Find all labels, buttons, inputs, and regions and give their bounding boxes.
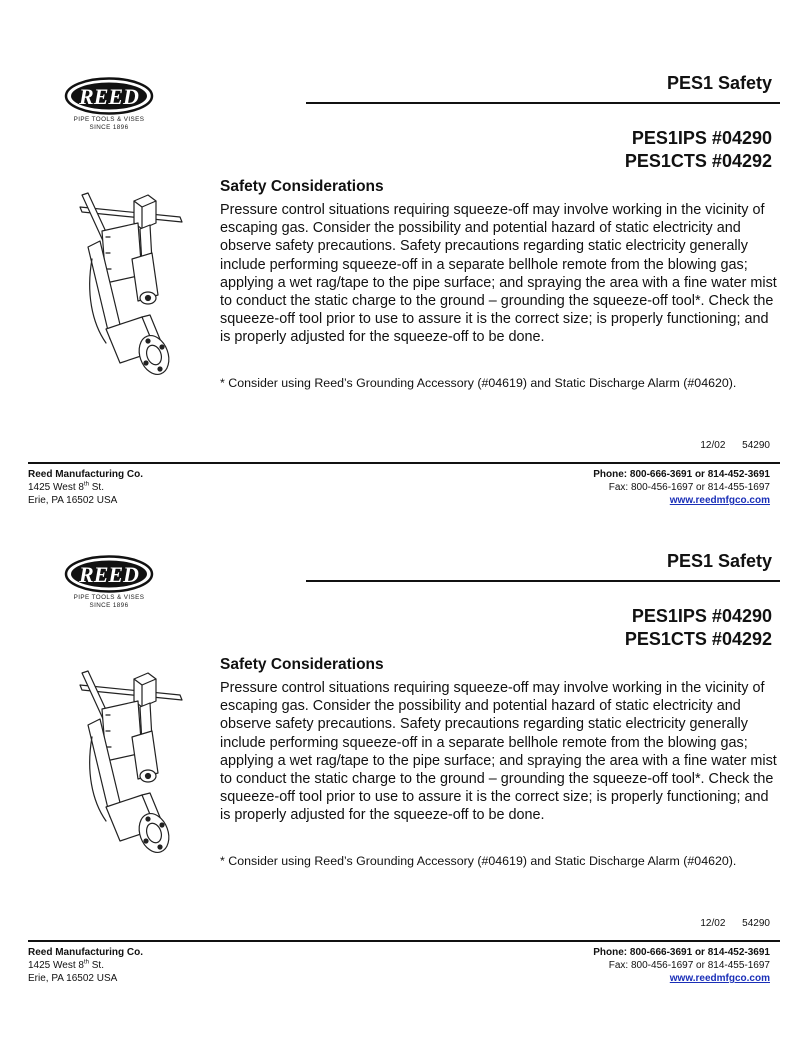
logo-wordmark: REED (79, 84, 139, 109)
address-street-number: 1425 West 8 (28, 482, 84, 493)
safety-sheet-2 (0, 478, 808, 984)
address-city: Erie, PA 16502 USA (28, 495, 118, 506)
phone-number: Phone: 800-666-3691 or 814-452-3691 (593, 947, 770, 958)
website-link[interactable]: www.reedmfgco.com (669, 495, 770, 506)
fax-number: Fax: 800-456-1697 or 814-455-1697 (608, 960, 770, 971)
model-number-cts: PES1CTS #04292 (624, 629, 772, 649)
model-number-ips: PES1IPS #04290 (631, 128, 772, 148)
logo-tagline: PIPE TOOLS & VISES (73, 116, 145, 123)
safety-body-text: Pressure control situations requiring squeeze-off may involve working in the vicinity of escaping gas. Consider the possibility and potential hazard of static electricity and observe safety precautions. Safety precautions regarding static electricity generally include performing squeeze-off in a separate bellhole remote from the blowing gas; applying a wet rag/tape to the pipe surface; and spraying the area with a fine water mist to conduct the static charge to the ground – grounding the squeeze-off tool*. Check the squeeze-off tool prior to use to assure it is the correct size; is properly functioning; and is properly adjusted for the squeeze-off to be done. (220, 202, 777, 346)
phone-number: Phone: 800-666-3691 or 814-452-3691 (593, 469, 770, 480)
accessory-footnote: * Consider using Reed’s Grounding Accessory (#04619) and Static Discharge Alarm (#04620). (220, 376, 737, 390)
address-ordinal: th (83, 959, 89, 966)
reed-logo-icon (64, 554, 154, 594)
reed-logo (64, 76, 154, 138)
fax-number: Fax: 800-456-1697 or 814-455-1697 (608, 482, 770, 493)
safety-body-text: Pressure control situations requiring squeeze-off may involve working in the vicinity of escaping gas. Consider the possibility and potential hazard of static electricity and observe safety precautions. Safety precautions regarding static electricity generally include performing squeeze-off in a separate bellhole remote from the blowing gas; applying a wet rag/tape to the pipe surface; and spraying the area with a fine water mist to conduct the static charge to the ground – grounding the squeeze-off tool*. Check the squeeze-off tool prior to use to assure it is the correct size; is properly functioning; and is properly adjusted for the squeeze-off to be done. (220, 680, 777, 824)
company-name: Reed Manufacturing Co. (28, 947, 144, 958)
document-code: 12/02 54290 (700, 440, 770, 451)
page-heading: PES1 Safety (666, 551, 772, 571)
reed-logo (64, 554, 154, 616)
address-street-suffix: St. (88, 960, 104, 971)
heading-divider (306, 580, 780, 582)
logo-wordmark: REED (79, 562, 139, 587)
logo-since: SINCE 1896 (89, 601, 129, 609)
address-ordinal: th (83, 481, 89, 488)
model-number-cts: PES1CTS #04292 (624, 151, 772, 171)
company-address (28, 946, 143, 985)
footer-divider (28, 462, 780, 464)
heading-divider (306, 102, 780, 104)
squeeze-off-tool-illustration (62, 661, 192, 861)
section-heading: Safety Considerations (220, 656, 384, 673)
address-street-suffix: St. (88, 482, 104, 493)
reed-logo-icon (64, 76, 154, 116)
accessory-footnote: * Consider using Reed’s Grounding Accessory (#04619) and Static Discharge Alarm (#04620). (220, 854, 737, 868)
safety-sheet-1 (0, 0, 808, 506)
address-street (28, 959, 143, 972)
contact-info (593, 946, 770, 985)
logo-tagline: PIPE TOOLS & VISES (73, 594, 145, 601)
address-city: Erie, PA 16502 USA (28, 973, 118, 984)
website-link[interactable]: www.reedmfgco.com (669, 973, 770, 984)
squeeze-off-tool-illustration (62, 183, 192, 383)
page-heading: PES1 Safety (666, 73, 772, 93)
footer-divider (28, 940, 780, 942)
address-street-number: 1425 West 8 (28, 960, 84, 971)
document-code: 12/02 54290 (700, 918, 770, 929)
section-heading: Safety Considerations (220, 178, 384, 195)
logo-since: SINCE 1896 (89, 123, 129, 131)
company-name: Reed Manufacturing Co. (28, 469, 144, 480)
model-number-ips: PES1IPS #04290 (631, 606, 772, 626)
